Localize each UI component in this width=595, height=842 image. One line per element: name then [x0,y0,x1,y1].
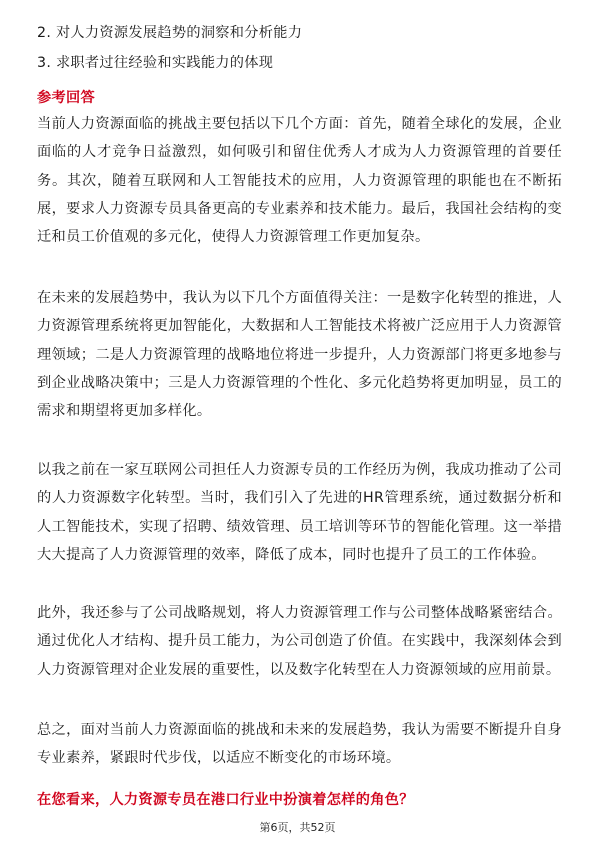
answer-paragraph-3: 以我之前在一家互联网公司担任人力资源专员的工作经历为例，我成功推动了公司的人力资源数字化转型。当时，我们引入了先进的HR管理系统，通过数据分析和人工智能技术，实现了招聘、绩效管理、员工培训等环节的智能化管理。这一举措大大提高了人力资源管理的效率，降低了成本，同时也提升了员工的工作体验。 [37,462,562,563]
next-question-heading: 在您看来，人力资源专员在港口行业中扮演着怎样的角色？ [37,792,414,808]
answer-paragraph-5: 总之，面对当前人力资源面临的挑战和未来的发展趋势，我认为需要不断提升自身专业素养，紧跟时代步伐，以适应不断变化的市场环境。 [37,722,562,767]
page-number-footer: 第6页，共52页 [259,821,336,834]
list-item-2: 2. 对人力资源发展趋势的洞察和分析能力 [37,25,303,41]
list-item-3: 3. 求职者过往经验和实践能力的体现 [37,55,274,71]
answer-paragraph-1: 当前人力资源面临的挑战主要包括以下几个方面：首先，随着全球化的发展，企业面临的人才竞争日益激烈，如何吸引和留住优秀人才成为人力资源管理的首要任务。其次，随着互联网和人工智能技术的应用，人力资源管理的职能也在不断拓展，要求人力资源专员具备更高的专业素养和技术能力。最后，我国社会结构的变迁和员工价值观的多元化，使得人力资源管理工作更加复杂。 [37,116,562,246]
reference-answer-heading: 参考回答 [37,90,95,106]
answer-paragraph-4: 此外，我还参与了公司战略规划，将人力资源管理工作与公司整体战略紧密结合。通过优化人才结构、提升员工能力，为公司创造了价值。在实践中，我深刻体会到人力资源管理对企业发展的重要性，以及数字化转型在人力资源领域的应用前景。 [37,605,562,678]
answer-paragraph-2: 在未来的发展趋势中，我认为以下几个方面值得关注：一是数字化转型的推进，人力资源管理系统将更加智能化，大数据和人工智能技术将被广泛应用于人力资源管理领域；二是人力资源管理的战略地位将进一步提升，人力资源部门将更多地参与到企业战略决策中；三是人力资源管理的个性化、多元化趋势将更加明显，员工的需求和期望将更加多样化。 [37,290,562,420]
